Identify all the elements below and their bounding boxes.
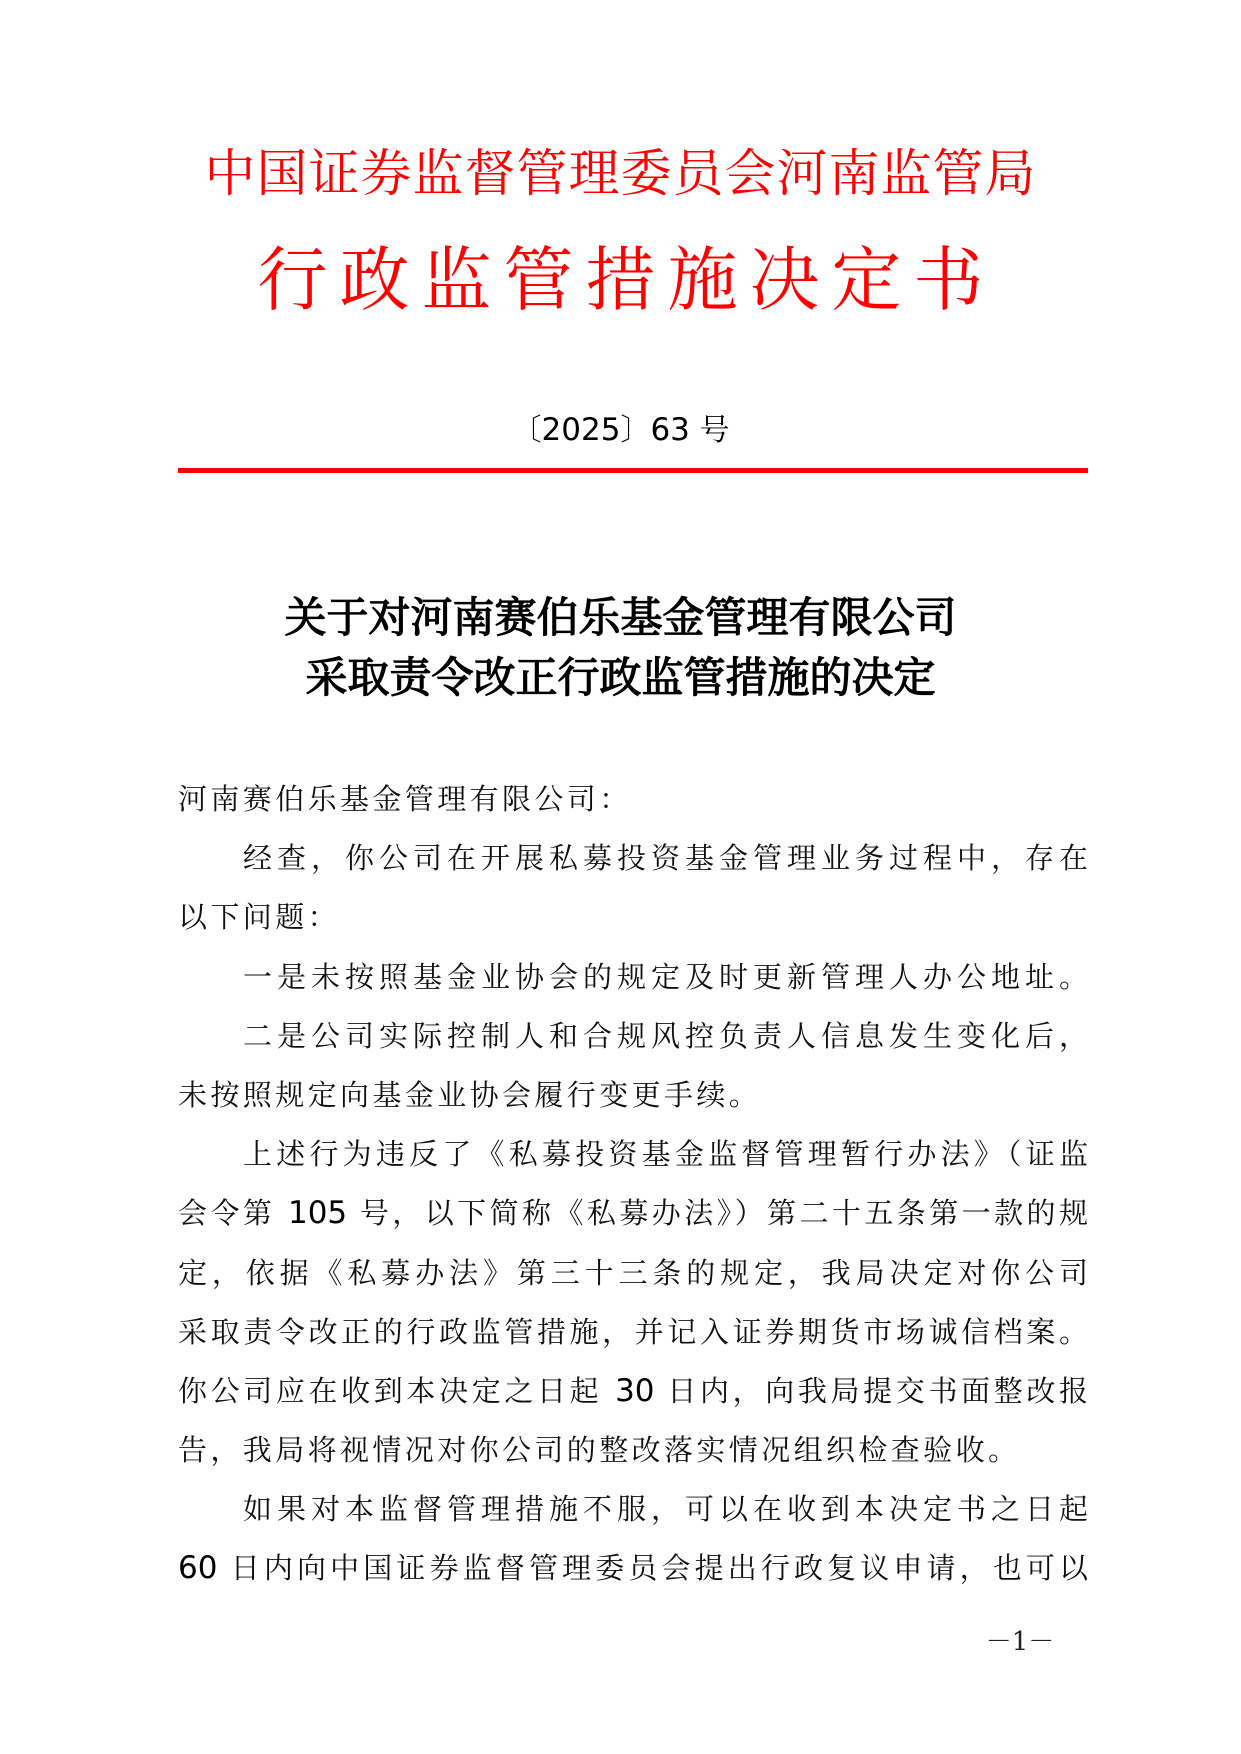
body-line-number: 30 xyxy=(615,1372,655,1409)
body-line xyxy=(178,1184,1088,1243)
document-number xyxy=(0,408,1241,452)
red-divider-rule xyxy=(178,468,1088,473)
page-number: －1－ xyxy=(985,1627,1055,1657)
body-line-text: 会令第 xyxy=(178,1196,288,1231)
doc-number-value: 63 xyxy=(650,412,690,448)
doc-number-bracket-open: 〔 xyxy=(511,413,542,448)
body-line: 采取责令改正的行政监管措施，并记入证券期货市场诚信档案。 xyxy=(178,1314,1088,1349)
body-line-text: 你公司应在收到本决定之日起 xyxy=(178,1373,616,1408)
body-line xyxy=(178,1362,1088,1421)
body-line: 河南赛伯乐基金管理有限公司： xyxy=(178,782,632,816)
body-line xyxy=(178,1539,1088,1598)
body-line: 如果对本监督管理措施不服，可以在收到本决定书之日起 xyxy=(243,1492,1088,1527)
body-line: 定，依据《私募办法》第三十三条的规定，我局决定对你公司 xyxy=(178,1255,1088,1290)
decision-title xyxy=(0,588,1241,708)
body-line-number: 60 xyxy=(178,1550,218,1587)
letterhead-organization: 中国证券监督管理委员会河南监管局 xyxy=(204,145,1037,204)
letterhead-document-type: 行政监管措施决定书 xyxy=(257,239,996,321)
decision-body xyxy=(178,770,1088,1599)
body-line-text: 日内，向我局提交书面整改报 xyxy=(654,1373,1088,1408)
decision-title-line-2: 采取责令改正行政监管措施的决定 xyxy=(305,653,936,702)
body-line: 一是未按照基金业协会的规定及时更新管理人办公地址。 xyxy=(243,959,1088,994)
body-line-number: 105 xyxy=(287,1195,348,1232)
body-line-text: 号，以下简称《私募办法》）第二十五条第一款的规 xyxy=(347,1196,1088,1231)
decision-title-line-1: 关于对河南赛伯乐基金管理有限公司 xyxy=(284,593,957,642)
body-line-text: 日内向中国证券监督管理委员会提出行政复议申请，也可以 xyxy=(217,1551,1088,1586)
body-line: 经查，你公司在开展私募投资基金管理业务过程中，存在 xyxy=(243,841,1088,876)
body-line: 二是公司实际控制人和合规风控负责人信息发生变化后， xyxy=(243,1018,1088,1053)
body-line: 未按照规定向基金业协会履行变更手续。 xyxy=(178,1077,762,1112)
body-line: 上述行为违反了《私募投资基金监督管理暂行办法》（证监 xyxy=(243,1137,1088,1172)
doc-number-bracket-close: 〕 xyxy=(620,413,651,448)
doc-number-year: 2025 xyxy=(541,412,621,448)
body-line: 告，我局将视情况对你公司的整改落实情况组织检查验收。 xyxy=(178,1433,1021,1468)
doc-number-suffix: 号 xyxy=(689,413,730,448)
body-line: 以下问题： xyxy=(178,900,341,935)
